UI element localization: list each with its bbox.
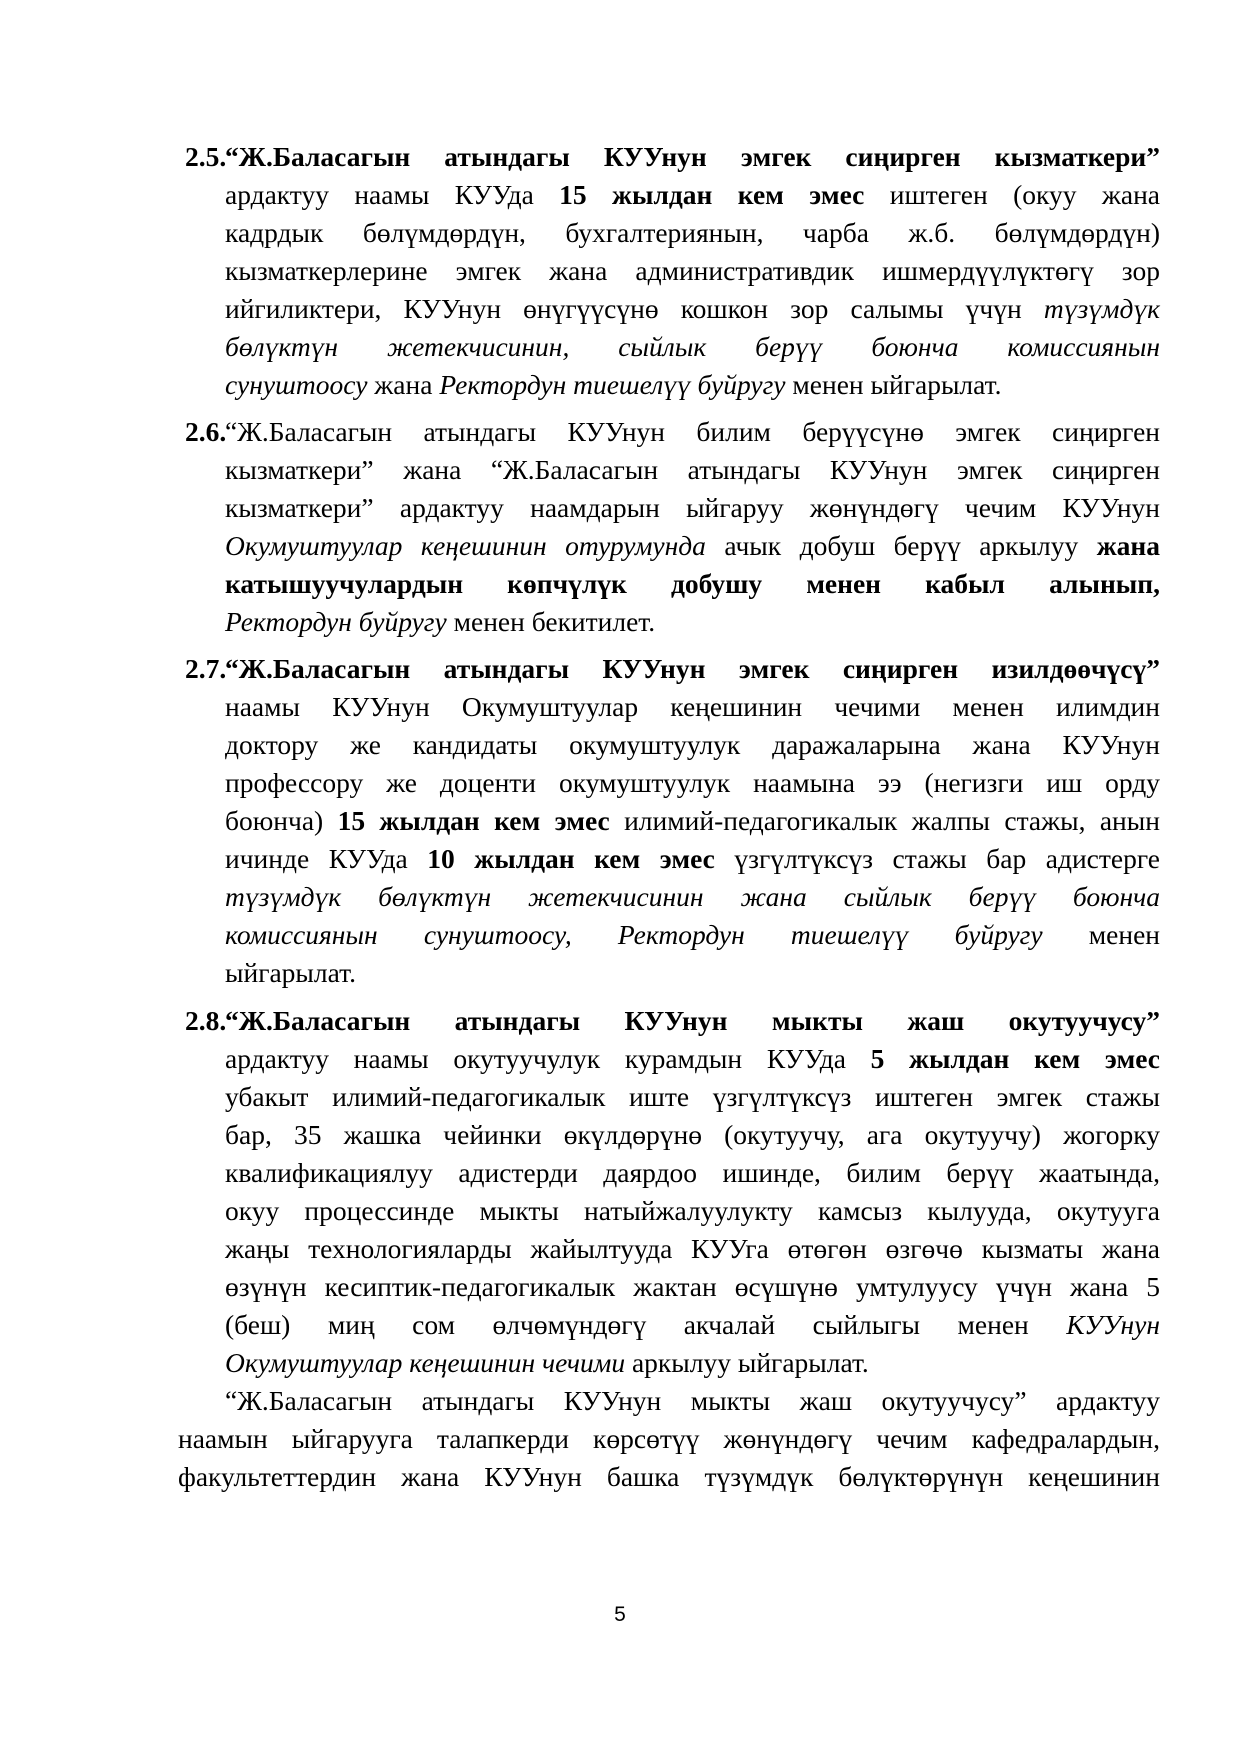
section-2-8: 2.8.“Ж.Баласагын атындагы КУУнун мыкты жаш окутуучусу” ардактуу наамы окутуучулук курамдын КУУда 5 жылдан кем эмес убакыт илимий-педагогикалык иште үзгүлтүксүз иштеген эмгек стажы бар, 35 жашка чейинки өкүлдөрүнө (окутуучу, ага окутуучу) жогорку квалификациялуу адистерди даярдоо ишинде, билим берүү жаатында, окуу процессинде мыкты натыйжалуулукту камсыз кылууда, окутууга жаңы технологияларды жайылтууда КУУга өтөгөн өзгөчө кызматы жана өзүнүн кесиптик-педагогикалык жактан өсүшүнө умтулуусу үчүн жана 5 (беш) миң сом өлчөмүндөгү акчалай сыйлыгы менен КУУнун Окумуштуулар кеңешинин чечими аркылуу ыйгарылат. (185, 1002, 1160, 1382)
section-number: 2.6. (185, 416, 227, 447)
section-2-5-heading: 2.5.“Ж.Баласагын атындагы КУУнун эмгек сиңирген кызматкери” (185, 138, 1160, 176)
section-2-7: 2.7.“Ж.Баласагын атындагы КУУнун эмгек сиңирген изилдөөчүсү” наамы КУУнун Окумуштуулар кеңешинин чечими менен илимдин доктору же кандидаты окумуштуулук даражаларына жана КУУнун профессору же доценти окумуштуулук наамына ээ (негизги иш орду боюнча) 15 жылдан кем эмес илимий-педагогикалык жалпы стажы, анын ичинде КУУда 10 жылдан кем эмес үзгүлтүксүз стажы бар адистерге түзүмдүк бөлүктүн жетекчисинин жана сыйлык берүү боюнча комиссиянын сунуштоосу, Ректордун тиешелүү буйругу менен ыйгарылат. (185, 650, 1160, 992)
section-number: 2.7. (185, 653, 227, 684)
section-2-7-heading: 2.7.“Ж.Баласагын атындагы КУУнун эмгек сиңирген изилдөөчүсү” (185, 650, 1160, 688)
section-2-6-heading: 2.6.“Ж.Баласагын атындагы КУУнун билим берүүсүнө эмгек сиңирген (185, 413, 1160, 451)
closing-paragraph: “Ж.Баласагын атындагы КУУнун мыкты жаш окутуучусу” ардактуу наамын ыйгарууга талапкерди көрсөтүү жөнүндөгү чечим кафедралардын, факультеттердин жана КУУнун башка түзүмдүк бөлүктөрүнүн кеңешинин (178, 1385, 1160, 1492)
page-number: 5 (614, 1603, 626, 1626)
section-number: 2.8. (185, 1005, 227, 1036)
section-2-5: 2.5.“Ж.Баласагын атындагы КУУнун эмгек сиңирген кызматкери” ардактуу наамы КУУда 15 жылдан кем эмес иштеген (окуу жана кадрдык бөлүмдөрдүн, бухгалтериянын, чарба ж.б. бөлүмдөрдүн) кызматкерлерине эмгек жана административдик ишмердүүлүктөгү зор ийгиликтери, КУУнун өнүгүүсүнө кошкон зор салымы үчүн түзүмдүк бөлүктүн жетекчисинин, сыйлык берүү боюнча комиссиянын сунуштоосу жана Ректордун тиешелүү буйругу менен ыйгарылат. (185, 138, 1160, 404)
section-2-8-heading: 2.8.“Ж.Баласагын атындагы КУУнун мыкты жаш окутуучусу” (185, 1002, 1160, 1040)
section-number: 2.5. (185, 141, 227, 172)
section-2-6: 2.6.“Ж.Баласагын атындагы КУУнун билим берүүсүнө эмгек сиңирген кызматкери” жана “Ж.Баласагын атындагы КУУнун эмгек сиңирген кызматкери” ардактуу наамдарын ыйгаруу жөнүндөгү чечим КУУнун Окумуштуулар кеңешинин отурумунда ачык добуш берүү аркылуу жана катышуучулардын көпчүлүк добушу менен кабыл алынып, Ректордун буйругу менен бекитилет. (185, 413, 1160, 641)
